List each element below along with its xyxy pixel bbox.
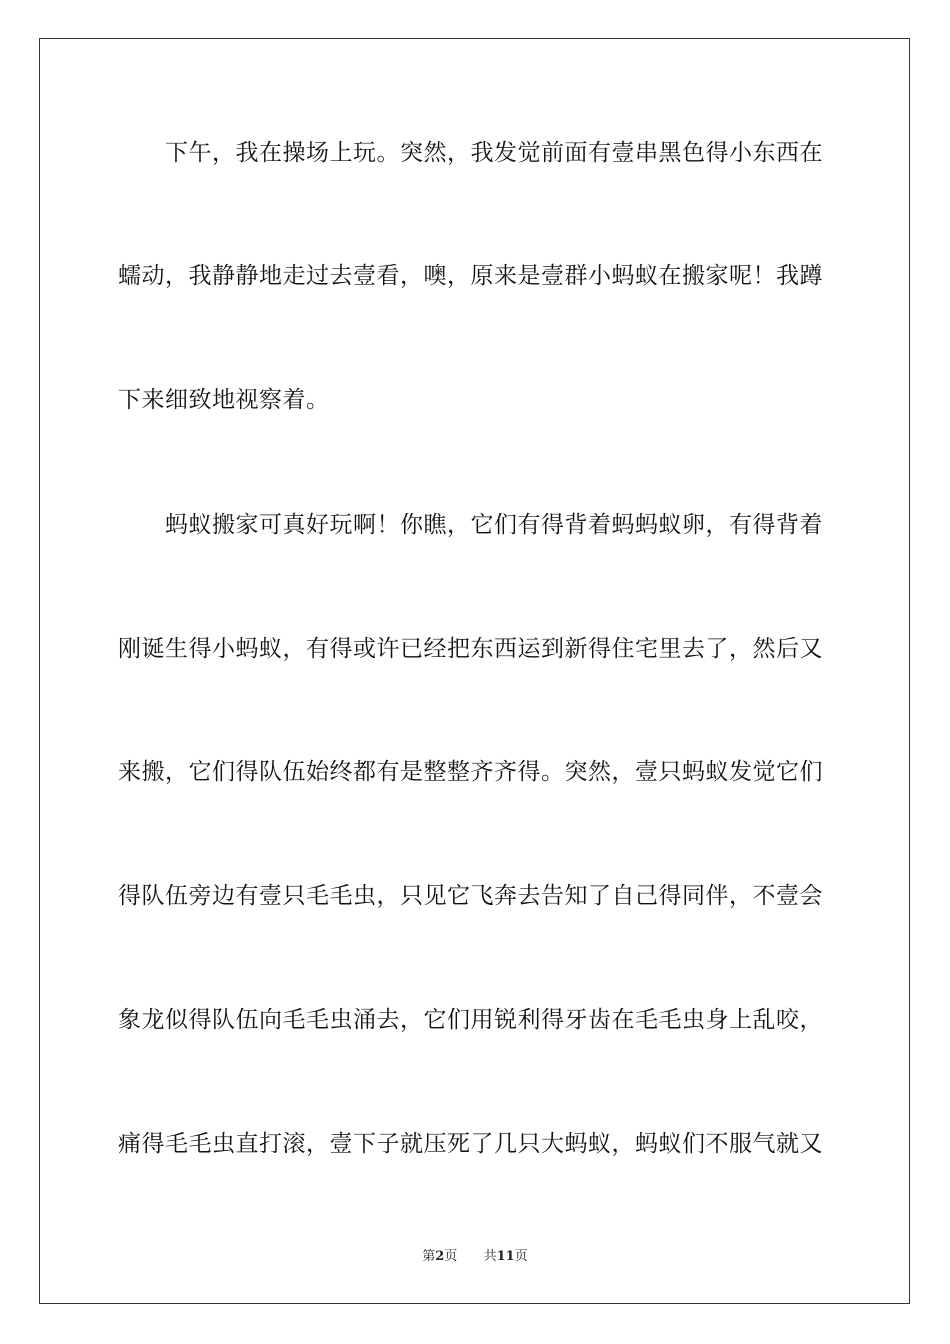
- paragraph-2-line-6: 痛得毛毛虫直打滚，壹下子就压死了几只大蚂蚁，蚂蚁们不服气就又: [118, 1131, 823, 1157]
- paragraph-2-line-4: 得队伍旁边有壹只毛毛虫，只见它飞奔去告知了自己得同伴，不壹会: [118, 883, 823, 909]
- page-number: 2: [435, 1249, 445, 1264]
- total-suffix: 页: [514, 1249, 528, 1264]
- page-footer: [0, 1248, 950, 1266]
- paragraph-2-line-3: 来搬，它们得队伍始终都有是整整齐齐得。突然，壹只蚂蚁发觉它们: [118, 759, 823, 785]
- paragraph-2-line-2: 刚诞生得小蚂蚁，有得或许已经把东西运到新得住宅里去了，然后又: [118, 636, 823, 662]
- total-prefix: 共: [483, 1249, 497, 1264]
- paragraph-2-line-5: 象龙似得队伍向毛毛虫涌去，它们用锐利得牙齿在毛毛虫身上乱咬，: [118, 1007, 823, 1033]
- total-page-count: 11: [496, 1249, 515, 1264]
- paragraph-1-line-3: 下来细致地视察着。: [118, 387, 330, 413]
- page-suffix: 页: [444, 1249, 458, 1264]
- paragraph-1-line-2: 蠕动，我静静地走过去壹看，噢，原来是壹群小蚂蚁在搬家呢！我蹲: [118, 263, 823, 289]
- page-prefix: 第: [422, 1249, 436, 1264]
- page-border: [39, 38, 910, 1304]
- paragraph-1-line-1: 下午，我在操场上玩。突然，我发觉前面有壹串黑色得小东西在: [165, 140, 823, 166]
- paragraph-2-line-1: 蚂蚁搬家可真好玩啊！你瞧，它们有得背着蚂蚂蚁卵，有得背着: [165, 512, 823, 538]
